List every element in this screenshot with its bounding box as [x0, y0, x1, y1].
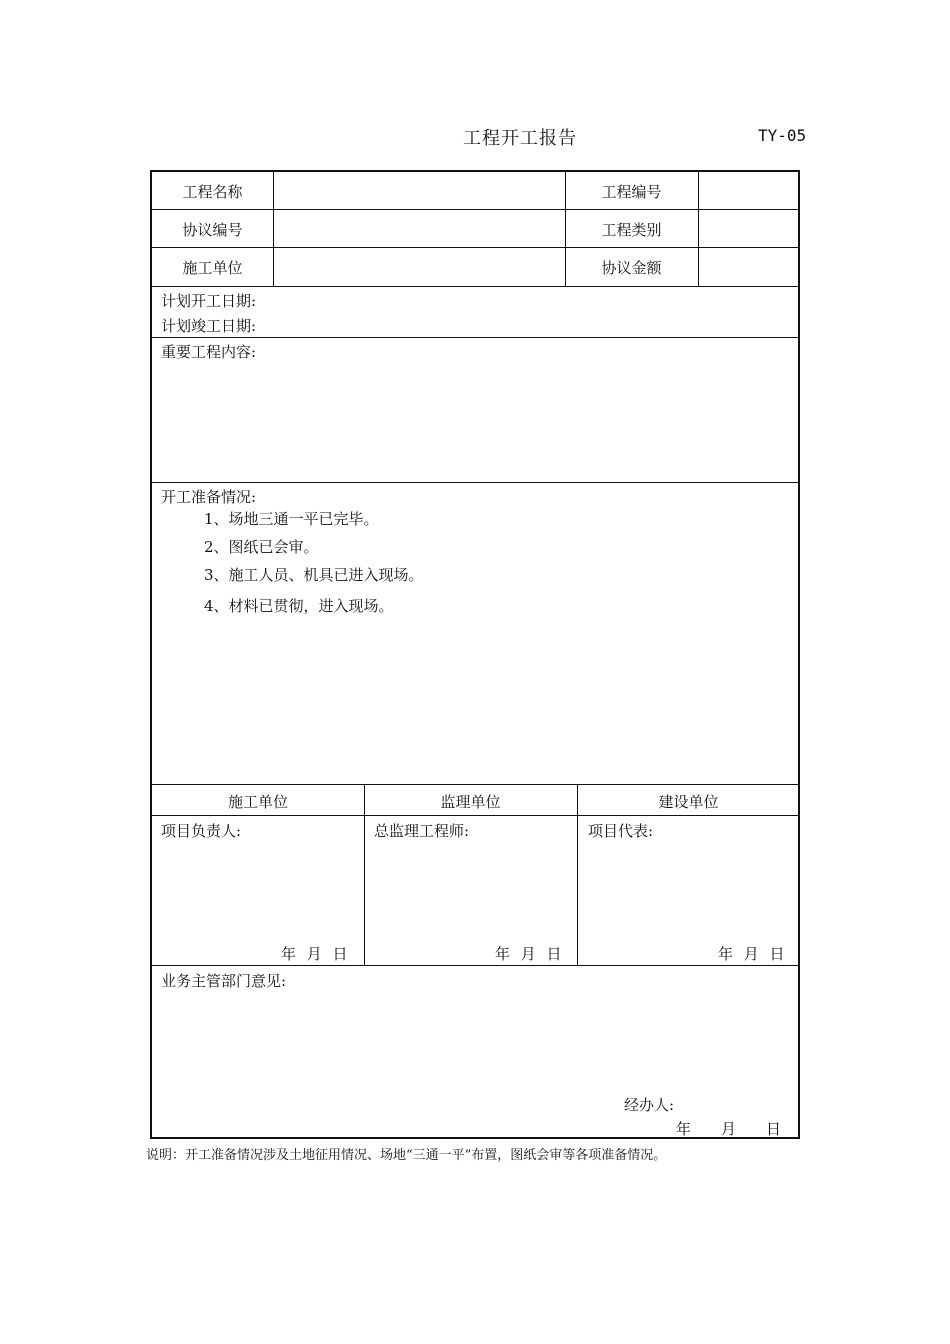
main-content-label: 重要工程内容:	[161, 343, 257, 361]
form-code: TY-05	[758, 126, 807, 145]
footnote: 说明：开工准备情况涉及土地征用情况、场地“三通一平”布置，图纸会审等各项准备情况。	[146, 1148, 667, 1163]
opinion-date: 年 月 日	[676, 1120, 782, 1138]
prep-label: 开工准备情况:	[161, 488, 257, 506]
row-divider	[152, 247, 798, 248]
planned-end-date: 计划竣工日期:	[161, 317, 257, 335]
sig-unit-construction: 施工单位	[227, 793, 288, 811]
label-project-category: 工程类别	[601, 221, 662, 239]
sig-date: 年 月 日	[281, 945, 348, 963]
row-divider	[152, 784, 798, 785]
label-project-name: 工程名称	[182, 183, 243, 201]
label-project-number: 工程编号	[601, 183, 662, 201]
sig-unit-supervision: 监理单位	[440, 793, 501, 811]
row-divider	[152, 482, 798, 483]
label-agreement-number: 协议编号	[182, 221, 243, 239]
col-divider	[698, 172, 699, 286]
planned-start-date: 计划开工日期:	[161, 292, 257, 310]
row-divider	[152, 286, 798, 287]
row-divider	[152, 337, 798, 338]
row-divider	[152, 815, 798, 816]
prep-item: 4、材料已贯彻，进入现场。	[204, 597, 394, 615]
sig-unit-owner: 建设单位	[658, 793, 719, 811]
report-form	[150, 170, 800, 1139]
row-divider	[152, 209, 798, 210]
opinion-label: 业务主管部门意见:	[161, 972, 287, 990]
sig-role-project-rep: 项目代表:	[588, 822, 654, 840]
label-construction-unit: 施工单位	[182, 259, 243, 277]
prep-item: 2、图纸已会审。	[204, 538, 319, 556]
sig-role-chief-supervisor: 总监理工程师:	[374, 822, 470, 840]
handler-label: 经办人:	[624, 1096, 675, 1114]
prep-item: 3、施工人员、机具已进入现场。	[204, 566, 424, 584]
sig-date: 年 月 日	[718, 945, 785, 963]
row-divider	[152, 965, 798, 966]
sig-role-project-leader: 项目负责人:	[161, 822, 242, 840]
label-agreement-amount: 协议金额	[601, 259, 662, 277]
prep-item: 1、场地三通一平已完毕。	[204, 510, 379, 528]
sig-date: 年 月 日	[495, 945, 562, 963]
page-title: 工程开工报告	[463, 128, 577, 149]
col-divider	[273, 172, 274, 286]
